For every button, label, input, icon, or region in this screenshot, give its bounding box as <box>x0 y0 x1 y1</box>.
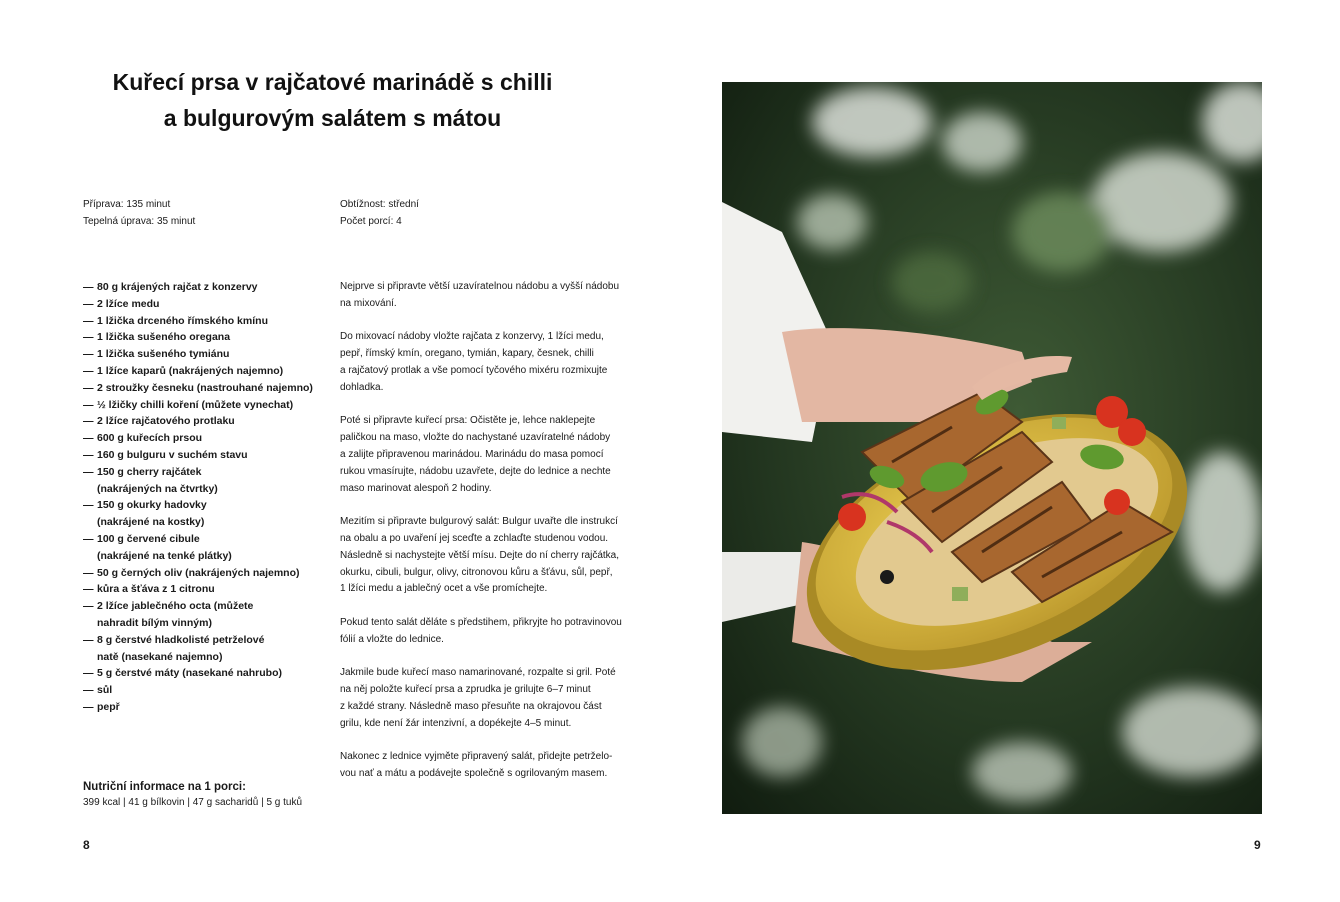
method-step-line: grilu, kde není žár intenzivní, a dopékejte 4–5 minut. <box>340 717 572 729</box>
ingredient-item <box>83 413 323 430</box>
nutrition-info <box>83 779 343 811</box>
cook-time: Tepelná úprava: 35 minut <box>83 216 196 227</box>
recipe-meta-time <box>83 196 195 230</box>
ingredient-item <box>83 363 323 380</box>
dash-bullet: — <box>83 448 94 461</box>
ingredient-item <box>83 531 323 548</box>
dash-bullet: — <box>83 432 94 445</box>
method-step-line: 1 lžíci medu a jablečný ocet a vše promíchejte. <box>340 583 548 595</box>
dash-bullet: — <box>83 700 94 713</box>
ingredient-item <box>83 581 323 598</box>
dash-bullet: — <box>83 297 94 310</box>
difficulty: Obtížnost: střední <box>340 199 419 210</box>
ingredient-text: 150 g cherry rajčátek <box>97 465 202 478</box>
method-step-line: paličkou na maso, vložte do nachystané uzavíratelné nádoby <box>340 432 611 444</box>
method-step-line: Do mixovací nádoby vložte rajčata z konzervy, 1 lžíci medu, <box>340 331 604 343</box>
ingredient-item <box>83 464 323 481</box>
ingredient-item <box>83 615 323 632</box>
ingredient-item <box>83 682 323 699</box>
ingredient-item <box>83 279 323 296</box>
method-step-line: dohladka. <box>340 381 384 393</box>
ingredient-text: 100 g červené cibule <box>97 532 200 545</box>
recipe-title-line-2: a bulgurovým salátem s mátou <box>163 105 502 131</box>
method-step <box>340 413 630 497</box>
method-step <box>340 665 630 732</box>
method-steps <box>340 279 630 800</box>
dash-bullet: — <box>83 281 94 293</box>
method-step <box>340 279 630 313</box>
ingredient-item <box>83 313 323 330</box>
ingredient-item <box>83 548 323 565</box>
ingredient-text: pepř <box>97 700 120 713</box>
method-step-line: okurku, cibuli, bulgur, olivy, citronovou kůru a šťávu, sůl, pepř, <box>340 566 613 578</box>
dash-bullet: — <box>83 314 94 327</box>
recipe-photo <box>722 82 1262 814</box>
recipe-meta-info <box>340 196 419 230</box>
photo-illustration <box>722 82 1262 814</box>
ingredient-text: (nakrájené na kostky) <box>97 516 205 529</box>
ingredient-text: 5 g čerstvé máty (nasekané nahrubo) <box>97 667 282 680</box>
ingredient-text: 160 g bulguru v suchém stavu <box>97 448 248 461</box>
dash-bullet: — <box>83 415 94 428</box>
nutrition-values: 399 kcal | 41 g bílkovin | 47 g sacharidů | 5 g tuků <box>83 797 303 808</box>
ingredient-text: 1 lžička sušeného tymiánu <box>97 348 230 361</box>
method-step-line: a rajčatový protlak a vše pomocí tyčového mixéru rozmixujte <box>340 364 608 376</box>
ingredient-item <box>83 430 323 447</box>
ingredient-text: 80 g krájených rajčat z konzervy <box>97 281 258 293</box>
ingredient-item <box>83 699 323 716</box>
method-step-line: a zalijte připravenou marinádou. Marinádu do masa pomocí <box>340 448 604 460</box>
ingredient-item <box>83 514 323 531</box>
ingredient-item <box>83 329 323 346</box>
dash-bullet: — <box>83 566 94 579</box>
ingredient-item <box>83 397 323 414</box>
ingredient-item <box>83 565 323 582</box>
ingredient-text: 1 lžička drceného římského kmínu <box>97 314 268 327</box>
ingredient-text: (nakrájené na tenké plátky) <box>97 549 232 562</box>
ingredient-text: (nakrájených na čtvrtky) <box>97 482 218 495</box>
method-step-line: Nakonec z lednice vyjměte připravený salát, přidejte petrželo- <box>340 751 613 763</box>
dash-bullet: — <box>83 684 94 697</box>
method-step-line: Jakmile bude kuřecí maso namarinované, rozpalte si gril. Poté <box>340 667 616 679</box>
method-step <box>340 514 630 598</box>
method-step <box>340 615 630 649</box>
page-number-left: 8 <box>83 838 90 852</box>
ingredient-text: 2 lžíce medu <box>97 297 160 310</box>
ingredient-text: nahradit bílým vinným) <box>97 616 212 629</box>
method-step-line: fólií a vložte do lednice. <box>340 633 444 645</box>
dash-bullet: — <box>83 499 94 512</box>
method-step-line: z každé strany. Následně maso přesuňte na okrajovou část <box>340 700 602 712</box>
ingredient-item <box>83 447 323 464</box>
dash-bullet: — <box>83 398 94 411</box>
ingredient-text: 2 stroužky česneku (nastrouhané najemno) <box>97 381 313 394</box>
ingredient-text: sůl <box>97 684 113 697</box>
page-number-right: 9 <box>1254 838 1261 852</box>
method-step-line: na obalu a po uvaření jej sceďte a zchlaďte studenou vodou. <box>340 532 609 544</box>
ingredient-item <box>83 598 323 615</box>
method-step <box>340 749 630 783</box>
servings: Počet porcí: 4 <box>340 216 402 227</box>
prep-time: Příprava: 135 minut <box>83 199 171 210</box>
ingredient-item <box>83 380 323 397</box>
nutrition-heading: Nutriční informace na 1 porci: <box>83 781 246 793</box>
method-step-line: Mezitím si připravte bulgurový salát: Bulgur uvařte dle instrukcí <box>340 516 618 528</box>
ingredient-text: 8 g čerstvé hladkolisté petrželové <box>97 633 265 646</box>
method-step-line: vou nať a mátu a podávejte společně s ogrilovaným masem. <box>340 768 608 780</box>
dash-bullet: — <box>83 583 94 596</box>
dash-bullet: — <box>83 465 94 478</box>
dash-bullet: — <box>83 381 94 394</box>
ingredient-item <box>83 649 323 666</box>
ingredient-text: 50 g černých oliv (nakrájených najemno) <box>97 566 300 579</box>
method-step <box>340 329 630 396</box>
method-step-line: Následně si nachystejte větší mísu. Dejte do ní cherry rajčátka, <box>340 549 620 561</box>
ingredient-text: 1 lžíce kaparů (nakrájených najemno) <box>97 364 284 377</box>
method-step-line: maso marinovat alespoň 2 hodiny. <box>340 482 492 494</box>
ingredient-item <box>83 296 323 313</box>
method-step-line: na mixování. <box>340 297 397 309</box>
method-step-line: rukou vmasírujte, nádobu uzavřete, dejte do lednice a nechte <box>340 465 611 477</box>
ingredient-item <box>83 497 323 514</box>
ingredient-item <box>83 665 323 682</box>
dash-bullet: — <box>83 348 94 361</box>
ingredient-text: 600 g kuřecích prsou <box>97 432 203 445</box>
ingredient-text: ½ lžičky chilli koření (můžete vynechat) <box>97 398 294 411</box>
ingredient-text: 1 lžička sušeného oregana <box>97 331 231 344</box>
ingredient-item <box>83 346 323 363</box>
ingredient-list <box>83 279 323 716</box>
dash-bullet: — <box>83 600 94 613</box>
ingredient-text: 2 lžíce jablečného octa (můžete <box>97 600 254 613</box>
method-step-line: pepř, římský kmín, oregano, tymián, kapary, česnek, chilli <box>340 348 594 360</box>
dash-bullet: — <box>83 364 94 377</box>
method-step-line: na něj položte kuřecí prsa a zprudka je grilujte 6–7 minut <box>340 684 591 696</box>
dash-bullet: — <box>83 633 94 646</box>
recipe-title-line-1: Kuřecí prsa v rajčatové marinádě s chilli <box>112 69 553 95</box>
ingredient-text: 2 lžíce rajčatového protlaku <box>97 415 235 428</box>
dash-bullet: — <box>83 331 94 344</box>
ingredient-text: 150 g okurky hadovky <box>97 499 207 512</box>
method-step-line: Pokud tento salát děláte s předstihem, přikryjte ho potravinovou <box>340 616 622 628</box>
dash-bullet: — <box>83 532 94 545</box>
ingredient-item <box>83 481 323 498</box>
ingredient-text: natě (nasekané najemno) <box>97 650 223 663</box>
method-step-line: Nejprve si připravte větší uzavíratelnou nádobu a vyšší nádobu <box>340 281 620 292</box>
ingredient-item <box>83 632 323 649</box>
ingredient-text: kůra a šťáva z 1 citronu <box>97 583 215 596</box>
recipe-title <box>70 64 595 136</box>
method-step-line: Poté si připravte kuřecí prsa: Očistěte je, lehce naklepejte <box>340 415 596 427</box>
dash-bullet: — <box>83 667 94 680</box>
